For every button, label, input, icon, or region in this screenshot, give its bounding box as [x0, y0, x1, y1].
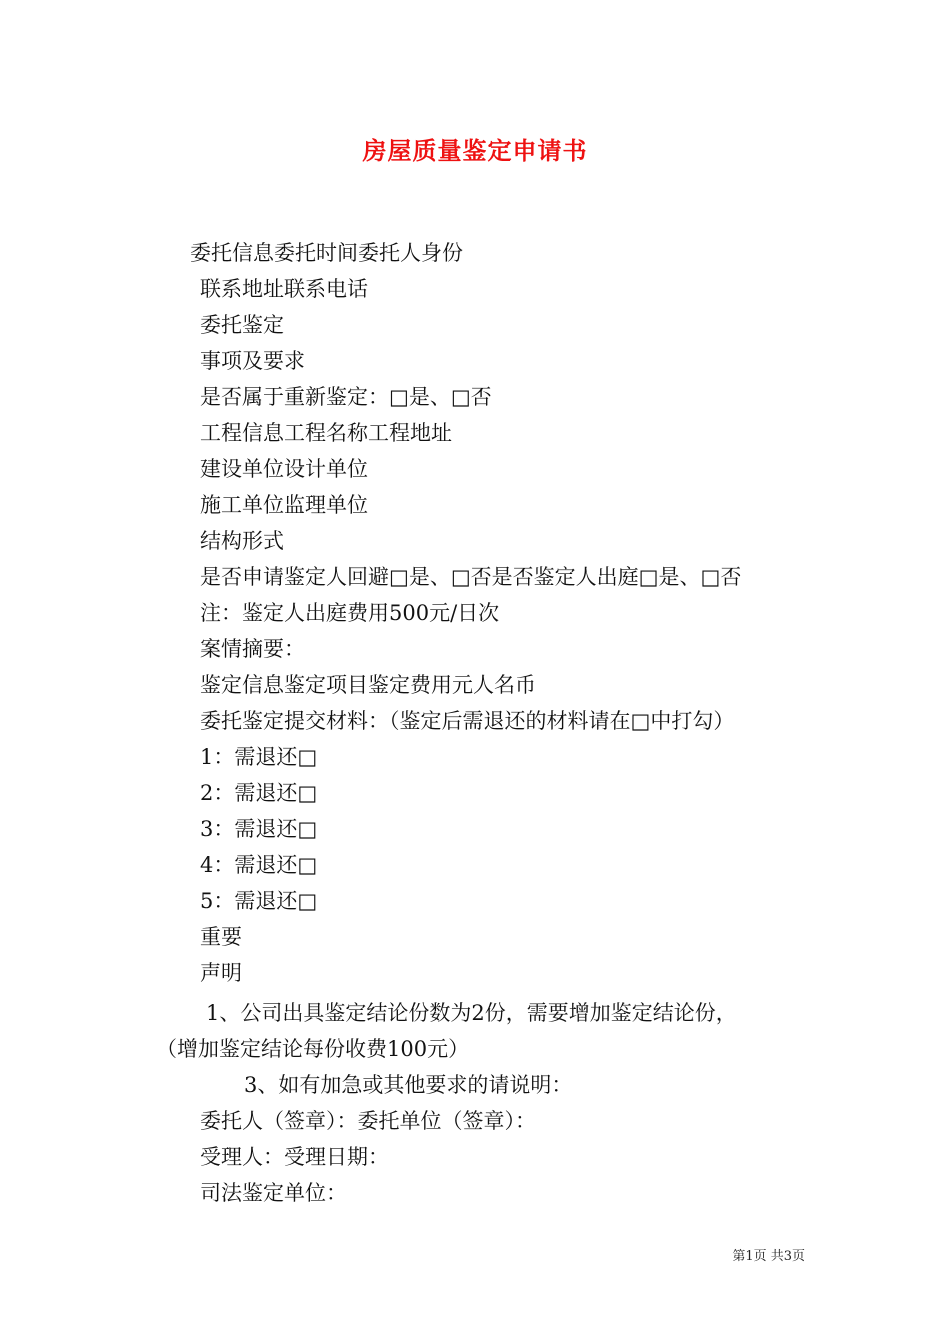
line-appraisal-info: 鉴定信息鉴定项目鉴定费用元人名币 — [200, 673, 536, 697]
line-fee-note: 注：鉴定人出庭费用500元/日次 — [200, 601, 500, 625]
line-project-info: 工程信息工程名称工程地址 — [200, 421, 452, 445]
line-statement-1: 1、公司出具鉴定结论份数为2份，需要增加鉴定结论份， — [206, 1001, 737, 1025]
line-signatures: 委托人（签章）：委托单位（签章）： — [200, 1109, 536, 1133]
page-number: 第1页 共3页 — [732, 1249, 805, 1264]
line-statement: 声明 — [200, 961, 242, 985]
line-receiver: 受理人：受理日期： — [200, 1145, 389, 1169]
line-judicial-unit: 司法鉴定单位： — [200, 1181, 347, 1205]
line-recusal: 是否申请鉴定人回避□是、□否是否鉴定人出庭□是、□否 — [200, 565, 742, 589]
line-structure: 结构形式 — [200, 529, 284, 553]
line-statement-1-cont: （增加鉴定结论每份收费100元） — [156, 1037, 470, 1061]
line-statement-3: 3、如有加急或其他要求的请说明： — [244, 1073, 573, 1097]
line-commission-info: 委托信息委托时间委托人身份 — [190, 241, 463, 265]
line-important: 重要 — [200, 925, 242, 949]
line-reappraisal: 是否属于重新鉴定：□是、□否 — [200, 385, 492, 409]
line-builder-unit: 施工单位监理单位 — [200, 493, 368, 517]
line-material-4: 4：需退还□ — [200, 853, 318, 877]
line-construction-unit: 建设单位设计单位 — [200, 457, 368, 481]
line-commission-appraisal: 委托鉴定 — [200, 313, 284, 337]
line-contact: 联系地址联系电话 — [200, 277, 368, 301]
line-materials: 委托鉴定提交材料：（鉴定后需退还的材料请在□中打勾） — [200, 709, 735, 733]
line-requirements: 事项及要求 — [200, 349, 305, 373]
line-material-1: 1：需退还□ — [200, 745, 318, 769]
document-title: 房屋质量鉴定申请书 — [362, 136, 588, 165]
line-material-5: 5：需退还□ — [200, 889, 318, 913]
line-material-2: 2：需退还□ — [200, 781, 318, 805]
line-material-3: 3：需退还□ — [200, 817, 318, 841]
line-case-summary: 案情摘要： — [200, 637, 305, 661]
